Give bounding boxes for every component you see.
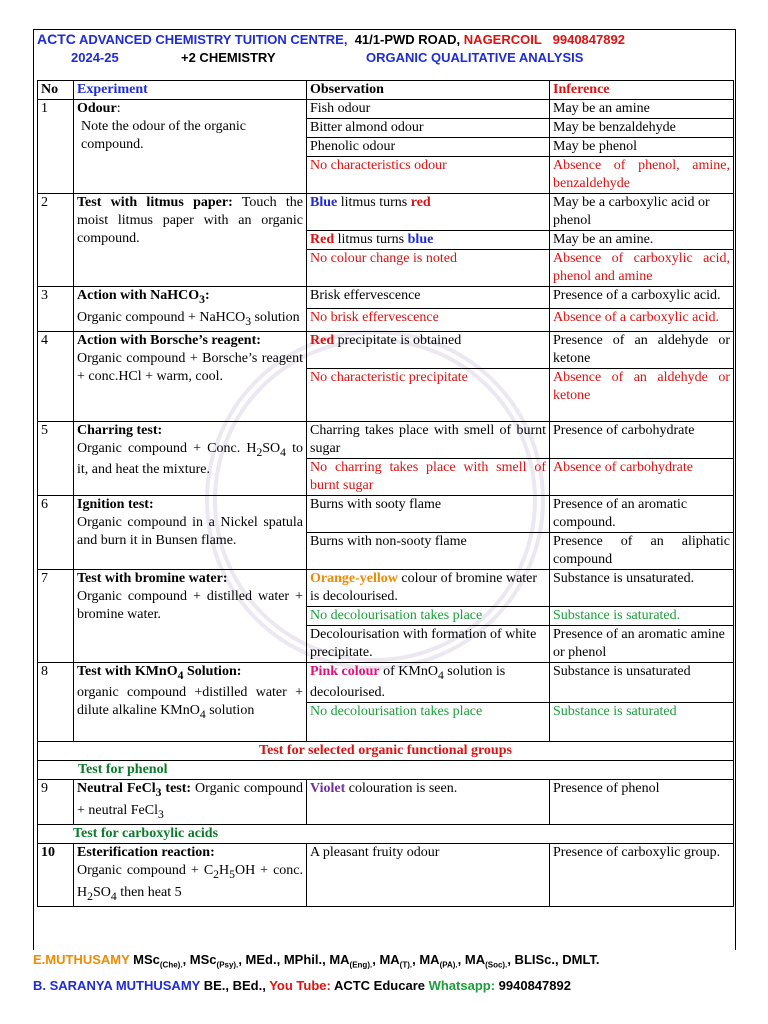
exp-no: 8 <box>38 662 74 742</box>
exp-desc-end: to it, and heat the mixture. <box>77 440 303 478</box>
exp-no: 2 <box>38 194 74 287</box>
exp-desc-sub: 3 <box>245 314 252 328</box>
header-inference: Inference <box>550 81 734 100</box>
footer-qual: , MA <box>412 952 440 967</box>
exp-cell <box>74 331 307 421</box>
exp-desc: Organic compound in a Nickel spatula and burn it in Bunsen flame. <box>77 514 303 548</box>
obs-text: colour of bromine water is decolourised. <box>310 570 538 604</box>
header-experiment: Experiment <box>74 81 307 100</box>
header-topic: ORGANIC QUALITATIVE ANALYSIS <box>366 50 584 65</box>
exp-desc-mid: SO <box>262 440 281 456</box>
footer-name-1: E.MUTHUSAMY <box>33 952 130 967</box>
observation: Burns with non-sooty flame <box>307 532 550 569</box>
observation: Fish odour <box>307 100 550 119</box>
exp-desc-mid: SO <box>92 884 111 900</box>
exp-desc-mid: OH + conc. H <box>77 862 303 900</box>
footer-qual: MSc <box>129 952 160 967</box>
footer-qual: , MSc <box>182 952 217 967</box>
observation <box>307 662 550 703</box>
exp-desc-sub: 4 <box>280 445 286 459</box>
exp-cell <box>74 495 307 569</box>
exp-desc-end: solution <box>251 309 300 325</box>
observation: No characteristics odour <box>307 157 550 194</box>
exp-cell <box>74 569 307 662</box>
inference: Absence of phenol, amine, benzaldehyde <box>550 157 734 194</box>
observation <box>307 194 550 231</box>
inference: Absence of an aldehyde or ketone <box>550 368 734 421</box>
table-row <box>38 843 734 906</box>
exp-desc-sub: 2 <box>213 867 219 881</box>
inference: Presence of a carboxylic acid. <box>550 287 734 309</box>
header-class: +2 CHEMISTRY <box>181 50 276 65</box>
table-row <box>38 421 734 458</box>
obs-orange: Orange-yellow <box>310 570 398 586</box>
obs-text: litmus turns <box>334 232 408 247</box>
exp-desc: Organic compound + Conc. H <box>77 440 257 456</box>
exp-title-end: test: <box>161 781 192 797</box>
exp-no: 1 <box>38 100 74 194</box>
observation: No charring takes place with smell of burnt sugar <box>307 458 550 495</box>
footer-qual-sub: (Che). <box>159 960 183 970</box>
subsection-row <box>38 761 734 780</box>
exp-title: Charring test: <box>77 422 163 438</box>
inference: Substance is saturated. <box>550 606 734 625</box>
footer-line-1 <box>33 950 743 976</box>
exp-desc: Organic compound + neutral FeCl <box>77 781 303 819</box>
table-row <box>38 495 734 532</box>
inference: Substance is unsaturated <box>550 662 734 703</box>
exp-title-sub: 4 <box>177 668 184 682</box>
exp-desc: Note the odour of the organic compound. <box>81 119 246 152</box>
exp-desc-end: then heat 5 <box>116 884 182 900</box>
exp-title-end: Solution: <box>183 663 242 679</box>
observation: No characteristic precipitate <box>307 368 550 421</box>
observation: No decolourisation takes place <box>307 606 550 625</box>
inference: Absence of carbohydrate <box>550 458 734 495</box>
section-title: Test for selected organic functional groups <box>38 742 734 761</box>
footer-qual: BE., BEd., <box>200 977 270 993</box>
exp-cell <box>74 100 307 194</box>
header-acronym: ACTC <box>37 31 76 47</box>
obs-text: precipitate is obtained <box>334 332 462 348</box>
section-row <box>38 742 734 761</box>
observation: Burns with sooty flame <box>307 495 550 532</box>
inference: Substance is unsaturated. <box>550 569 734 606</box>
exp-no: 6 <box>38 495 74 569</box>
exp-title: Esterification reaction: <box>77 844 215 860</box>
table-row <box>38 194 734 231</box>
exp-title-text: Neutral FeCl <box>77 781 156 797</box>
footer-qual-sub: (T). <box>399 960 413 970</box>
footer-name-2: B. SARANYA MUTHUSAMY <box>33 977 201 993</box>
obs-red: red <box>410 195 431 210</box>
exp-cell <box>74 662 307 742</box>
obs-violet: Violet <box>310 781 346 797</box>
exp-desc-sub: 5 <box>229 867 235 881</box>
exp-desc-sub: 4 <box>199 708 206 722</box>
exp-title <box>77 781 192 800</box>
exp-desc: Touch the moist litmus paper with an organic compound. <box>77 195 304 246</box>
table-row <box>38 662 734 703</box>
inference: Presence of an aldehyde or ketone <box>550 331 734 368</box>
obs-red: Red <box>310 232 335 247</box>
table-header-row <box>38 81 734 100</box>
observation: Bitter almond odour <box>307 119 550 138</box>
header-no: No <box>38 81 74 100</box>
inference: Absence of a carboxylic acid. <box>550 309 734 331</box>
exp-desc: organic compound +distilled water + dilute alkaline KMnO <box>77 685 303 719</box>
observation: Phenolic odour <box>307 138 550 157</box>
inference: Absence of carboxylic acid, phenol and amine <box>550 250 734 287</box>
header-observation: Observation <box>307 81 550 100</box>
exp-cell <box>74 843 307 906</box>
obs-pink: Pink colour <box>310 663 380 679</box>
exp-no: 4 <box>38 331 74 421</box>
inference: May be benzaldehyde <box>550 119 734 138</box>
inference: May be an amine. <box>550 231 734 250</box>
inference: Presence of an aromatic amine or phenol <box>550 625 734 662</box>
observation: A pleasant fruity odour <box>307 843 550 906</box>
exp-no: 3 <box>38 287 74 332</box>
observation <box>307 569 550 606</box>
observation: Decolourisation with formation of white precipitate. <box>307 625 550 662</box>
exp-title-colon: : <box>204 288 210 303</box>
inference: Presence of carboxylic group. <box>550 843 734 906</box>
exp-desc: Organic compound + distilled water + bromine water. <box>77 588 303 622</box>
inference: May be an amine <box>550 100 734 119</box>
inference: Presence of phenol <box>550 780 734 825</box>
exp-title: Ignition test: <box>77 496 154 512</box>
exp-desc-sub: 2 <box>256 445 263 459</box>
exp-title: Odour <box>77 101 117 116</box>
header-phone: 9940847892 <box>552 32 625 47</box>
exp-cell <box>74 780 307 825</box>
subsection-phenol: Test for phenol <box>38 761 734 780</box>
footer-qual: , MA <box>372 952 400 967</box>
obs-text: colouration is seen. <box>345 781 458 797</box>
inference: May be phenol <box>550 138 734 157</box>
exp-desc-sub: 2 <box>87 889 93 903</box>
footer-qual-sub: (Soc). <box>485 960 508 970</box>
footer-qual: , MEd., MPhil., MA <box>238 952 350 967</box>
footer-youtube-value: ACTC Educare <box>330 977 429 993</box>
exp-title-sub: 3 <box>199 292 205 306</box>
exp-desc-end: solution <box>205 703 255 719</box>
exp-desc-sub: 3 <box>158 807 164 821</box>
table-row <box>38 331 734 368</box>
exp-desc: Organic compound + Borsche’s reagent + conc.HCl + warm, cool. <box>77 350 303 384</box>
observation <box>307 231 550 250</box>
observation <box>307 331 550 368</box>
obs-blue: blue <box>407 232 434 247</box>
header-address: 41/1-PWD ROAD, <box>354 32 461 47</box>
subsection-row <box>38 824 734 843</box>
observation: No brisk effervescence <box>307 309 550 331</box>
analysis-table <box>37 80 734 907</box>
table-row <box>38 569 734 606</box>
footer-qual: , MA <box>457 952 486 967</box>
exp-cell <box>74 421 307 495</box>
exp-title-text: Action with NaHCO <box>77 288 200 303</box>
exp-desc-mid: H <box>219 862 230 878</box>
exp-title-colon: : <box>116 101 121 116</box>
footer <box>33 950 743 996</box>
exp-desc: Organic compound + NaHCO <box>77 309 246 325</box>
document-page <box>33 29 736 995</box>
obs-red: Red <box>310 332 335 348</box>
exp-no: 7 <box>38 569 74 662</box>
observation: Brisk effervescence <box>307 287 550 309</box>
obs-text-end: solution is decolourised. <box>310 663 506 701</box>
exp-title <box>77 663 242 682</box>
exp-title-text: Test with KMnO <box>77 663 178 679</box>
exp-desc: Organic compound + C <box>77 862 214 878</box>
observation: No colour change is noted <box>307 250 550 287</box>
exp-title-sub: 3 <box>155 786 162 800</box>
table-row <box>38 287 734 309</box>
exp-no: 9 <box>38 780 74 825</box>
exp-title: Action with Borsche’s reagent: <box>77 332 261 348</box>
observation: No decolourisation takes place <box>307 703 550 742</box>
table-row <box>38 780 734 825</box>
footer-qual: , BLISc., DMLT. <box>507 952 600 967</box>
footer-qual-sub: (Psy). <box>216 960 239 970</box>
footer-qual-sub: (Eng). <box>349 960 373 970</box>
footer-qual-sub: (PA). <box>439 960 458 970</box>
inference: Presence of an aliphatic compound <box>550 532 734 569</box>
exp-no: 10 <box>38 843 74 906</box>
header-centre: ADVANCED CHEMISTRY TUITION CENTRE, <box>79 32 348 47</box>
inference: Substance is saturated <box>550 703 734 742</box>
exp-cell <box>74 287 307 332</box>
header-line-1 <box>37 30 625 49</box>
obs-text: of KMnO <box>379 663 438 679</box>
table-row <box>38 100 734 119</box>
footer-whatsapp-value: 9940847892 <box>495 977 571 993</box>
exp-no: 5 <box>38 421 74 495</box>
footer-line-2 <box>33 976 743 996</box>
inference: Presence of carbohydrate <box>550 421 734 458</box>
exp-title: Test with litmus paper: <box>77 195 233 210</box>
observation: Charring takes place with smell of burnt sugar <box>307 421 550 458</box>
exp-cell <box>74 194 307 287</box>
exp-title <box>77 288 210 306</box>
obs-text: litmus turns <box>337 195 411 210</box>
subsection-acids: Test for carboxylic acids <box>38 824 734 843</box>
observation <box>307 780 550 825</box>
exp-title: Test with bromine water: <box>77 570 228 586</box>
obs-sub: 4 <box>437 668 444 682</box>
header-city: NAGERCOIL <box>463 32 542 47</box>
obs-blue: Blue <box>310 195 338 210</box>
inference: Presence of an aromatic compound. <box>550 495 734 532</box>
footer-youtube-label: You Tube: <box>269 977 331 993</box>
footer-whatsapp-label: Whatsapp: <box>428 977 496 993</box>
header-year: 2024-25 <box>71 50 119 65</box>
exp-desc-sub: 4 <box>110 889 117 903</box>
inference: May be a carboxylic acid or phenol <box>550 194 734 231</box>
